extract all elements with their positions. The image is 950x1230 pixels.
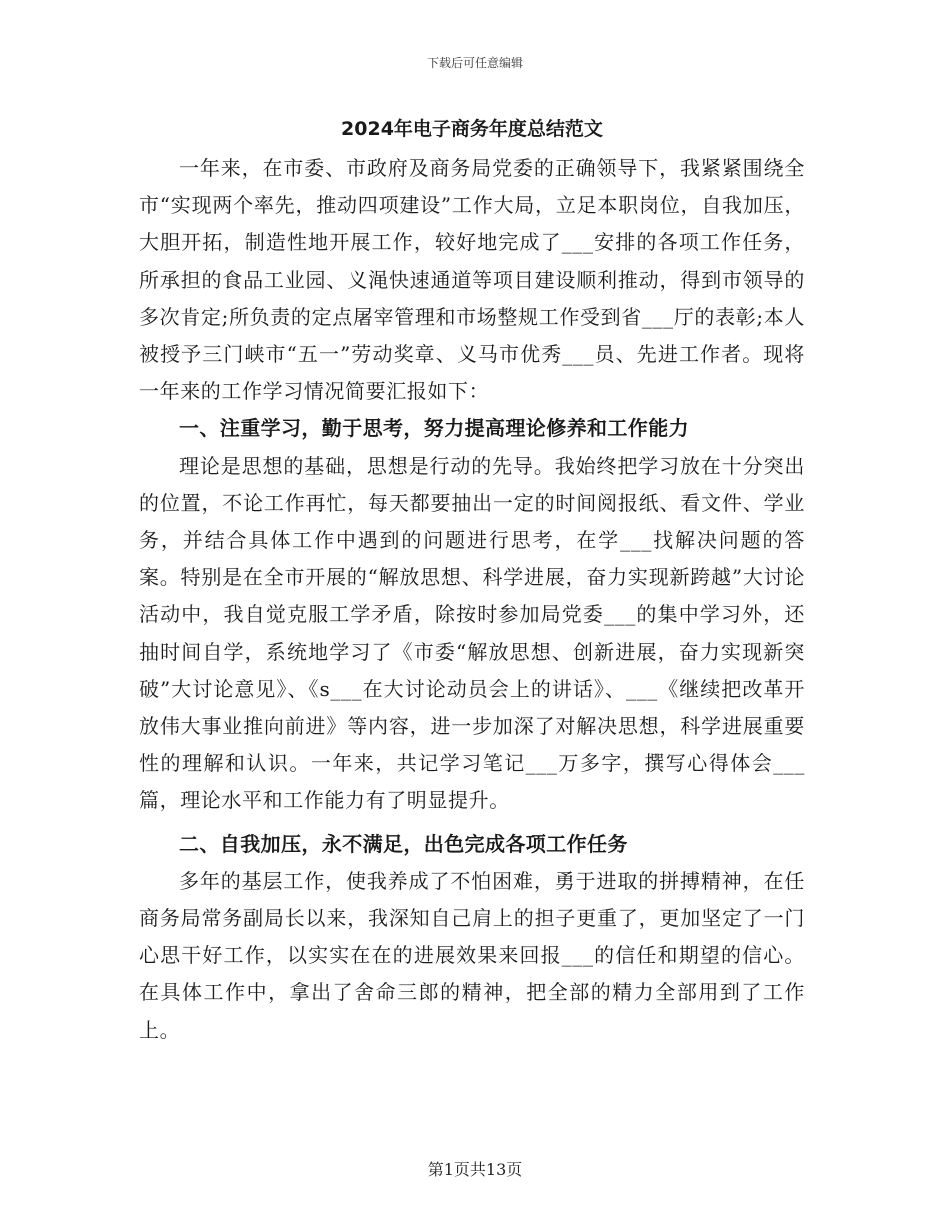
section-2-paragraph: 多年的基层工作，使我养成了不怕困难，勇于进取的拼搏精神，在任商务局常务副局长以来，我深知自己肩上的担子更重了，更加坚定了一门心思干好工作，以实实在在的进展效果来回报___的信任和期望的信心。在具体工作中，拿出了舍命三郎的精神，把全部的精力全部用到了工作上。 [139, 868, 805, 1042]
section-2-heading: 二、自我加压，永不满足，出色完成各项工作任务 [179, 831, 628, 856]
page-number: 第1页共13页 [427, 1160, 523, 1179]
download-note: 下载后可任意编辑 [426, 56, 523, 70]
document-body [139, 112, 805, 1049]
document-title: 2024年电子商务年度总结范文 [341, 118, 603, 140]
section-1-paragraph: 理论是思想的基础，思想是行动的先导。我始终把学习放在十分突出的位置，不论工作再忙，每天都要抽出一定的时间阅报纸、看文件、学业务，并结合具体工作中遇到的问题进行思考，在学___找解决问题的答案。特别是在全市开展的“解放思想、科学进展，奋力实现新跨越”大讨论活动中，我自觉克服工学矛盾，除按时参加局党委___的集中学习外，还抽时间自学，系统地学习了《市委“解放思想、创新进展，奋力实现新突破”大讨论意见》、《s___在大讨论动员会上的讲话》、___《继续把改革开放伟大事业推向前进》等内容，进一步加深了对解决思想，科学进展重要性的理解和认识。一年来，共记学习笔记___万多字，撰写心得体会___篇，理论水平和工作能力有了明显提升。 [139, 453, 805, 813]
section-1-heading: 一、注重学习，勤于思考，努力提高理论修养和工作能力 [179, 416, 689, 441]
intro-paragraph: 一年来，在市委、市政府及商务局党委的正确领导下，我紧紧围绕全市“实现两个率先，推动四项建设”工作大局，立足本职岗位，自我加压，大胆开拓，制造性地开展工作，较好地完成了___安排的各项工作任务，所承担的食品工业园、义渑快速通道等项目建设顺利推动，得到市领导的多次肯定;所负责的定点屠宰管理和市场整规工作受到省___厅的表彰;本人被授予三门峡市“五一”劳动奖章、义马市优秀___员、先进工作者。现将一年来的工作学习情况简要汇报如下： [139, 156, 805, 404]
